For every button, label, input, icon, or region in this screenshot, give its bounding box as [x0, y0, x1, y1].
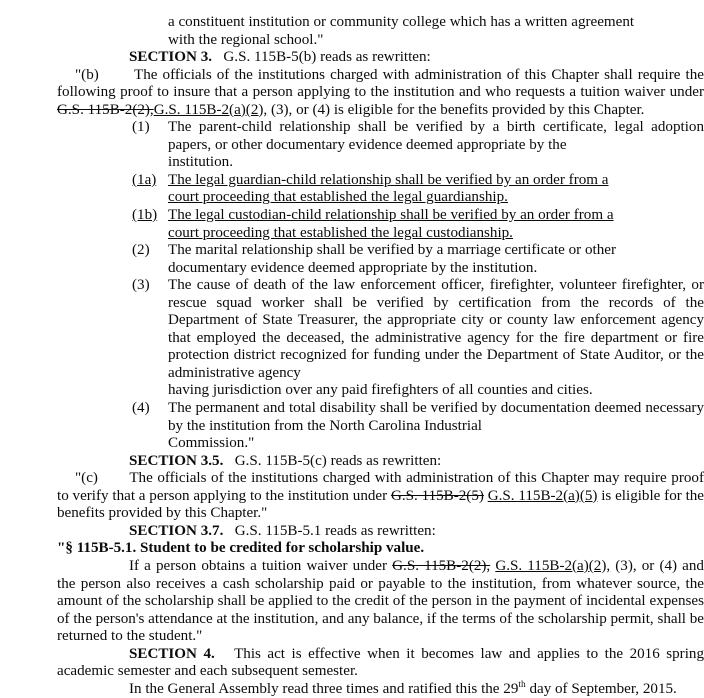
section-3-paragraph-b — [57, 67, 704, 120]
list-body-3: The cause of death of the law enforcement officer, firefighter, volunteer firefighter, or rescue squad worker shall be verified by certification from the records of the Department of State Treasurer, the appropriate city or county law enforcement agency that employed the deceased, the administrative agency for the fire department or fire protection district recognized for funding under the Department of State Auditor, or the administrative agency — [168, 277, 704, 381]
list-body-1: The parent-child relationship shall be verified by a birth certificate, legal adoption papers, or other documentary evidence deemed appropriate by the — [168, 119, 704, 153]
ratification-paragraph — [57, 681, 704, 698]
section-3-label: SECTION 3. — [129, 49, 213, 66]
section-3-7-citation: G.S. 115B-5.1 reads as rewritten: — [234, 522, 436, 539]
inserted-citation-115b-2-a-5: G.S. 115B-2(a)(5) — [487, 487, 598, 504]
section-3-5-heading-line — [57, 453, 704, 471]
list-item — [57, 207, 704, 242]
section-4-text: This act is effective when it becomes law and applies to the 2016 spring academic semester and each subsequent semester. — [57, 645, 704, 680]
list-text-4 — [168, 400, 704, 453]
section-3-5-paragraph-c — [57, 470, 704, 523]
struck-citation-115b-2-2-second: G.S. 115B-2(2), — [392, 557, 491, 574]
carryover-line-2: with the regional school." — [168, 31, 324, 48]
list-text-3 — [168, 277, 704, 400]
list-lastline-1a: court proceeding that established the legal guardianship. — [168, 189, 508, 206]
list-item — [57, 119, 704, 172]
list-number-1a: (1a) — [132, 171, 157, 188]
list-lastline-4: Commission." — [168, 435, 255, 452]
ratification-ordinal-suffix: th — [518, 679, 526, 690]
ratification-lead: In the General Assembly read three times and ratified this the — [129, 680, 504, 697]
section-3-7-label: SECTION 3.7. — [129, 522, 224, 539]
list-body-1a: The legal guardian-child relationship shall be verified by an order from a — [168, 171, 609, 188]
struck-citation-115b-2-5: G.S. 115B-2(5) — [390, 487, 484, 504]
list-item — [57, 400, 704, 453]
list-body-1b: The legal custodian-child relationship shall be verified by an order from a — [168, 207, 614, 224]
section-3-7-paragraph-lead: If a person obtains a tuition waiver under — [129, 557, 393, 574]
ratification-middle: day of — [525, 680, 572, 697]
section-4-paragraph — [57, 646, 704, 681]
section-3-5-label: SECTION 3.5. — [129, 452, 224, 469]
inserted-citation-115b-2-a-2-second: G.S. 115B-2(a)(2), — [495, 557, 611, 574]
list-number-1: (1) — [132, 119, 150, 136]
list-item — [57, 242, 704, 277]
section-4-label: SECTION 4. — [129, 645, 215, 662]
ratification-day: 29 — [503, 680, 519, 697]
section-3-heading-line — [57, 49, 704, 67]
section-3-paragraph-tail: (3), or (4) is eligible for the benefits provided by this Chapter. — [267, 101, 645, 118]
section-3-citation: G.S. 115B-5(b) reads as rewritten: — [223, 49, 431, 66]
list-number-1b: (1b) — [132, 207, 158, 224]
list-lastline-1b: court proceeding that established the legal custodianship. — [168, 224, 513, 241]
ratification-date: September, 2015. — [571, 680, 677, 697]
list-item — [57, 172, 704, 207]
section-3-5-paragraph-tail: is eligible for the benefits provided by this Chapter." — [57, 487, 704, 522]
list-text-1a — [168, 172, 704, 207]
section-3-5-citation: G.S. 115B-5(c) reads as rewritten: — [234, 452, 442, 469]
list-lastline-2: documentary evidence deemed appropriate by the institution. — [168, 259, 538, 276]
list-text-1b — [168, 207, 704, 242]
list-text-2 — [168, 242, 704, 277]
list-text-1 — [168, 119, 704, 172]
inserted-citation-115b-2-a-2: G.S. 115B-2(a)(2), — [153, 101, 268, 118]
quote-marker-b: "(b) — [75, 66, 99, 83]
section-3-7-heading-line — [57, 523, 704, 541]
list-number-3: (3) — [132, 277, 150, 294]
list-body-4: The permanent and total disability shall be verified by documentation deemed necessary by the institution from the North Carolina Industrial — [168, 400, 704, 434]
list-item — [57, 277, 704, 400]
section-3-5-paragraph-lead: The officials of the institutions charged with administration of this Chapter may require proof to verify that a person applying to the institution under — [57, 470, 704, 504]
statute-heading-115b-5-1: "§ 115B-5.1. Student to be credited for scholarship value. — [57, 540, 425, 557]
section-3-paragraph-lead: The officials of the institutions charged with administration of this Chapter shall require the following proof to insure that a person applying to the institution and who requests a tuition waiver under — [57, 66, 704, 101]
list-lastline-3: having jurisdiction over any paid firefighters of all counties and cities. — [168, 382, 593, 399]
document-text-column — [57, 14, 704, 698]
struck-citation-115b-2-2: G.S. 115B-2(2), — [57, 101, 154, 118]
list-number-2: (2) — [132, 242, 150, 259]
list-body-2: The marital relationship shall be verified by a marriage certificate or other — [168, 242, 616, 259]
carryover-line-1: a constituent institution or community college which has a written agreement — [168, 14, 635, 30]
section-3-7-paragraph-tail: (3), or (4) and the person also receives a cash scholarship paid or payable to the institution, from whatever source, the amount of the scholarship shall be applied to the credit of the person in the payment of incidental expenses of the person's attendance at the institution, and any balance, if the terms of the scholarship permit, shall be returned to the student." — [57, 557, 704, 645]
list-number-4: (4) — [132, 400, 150, 417]
section-3-7-paragraph — [57, 558, 704, 646]
carryover-paragraph — [57, 14, 704, 49]
list-lastline-1: institution. — [168, 154, 233, 171]
quote-marker-c: "(c) — [75, 470, 98, 487]
